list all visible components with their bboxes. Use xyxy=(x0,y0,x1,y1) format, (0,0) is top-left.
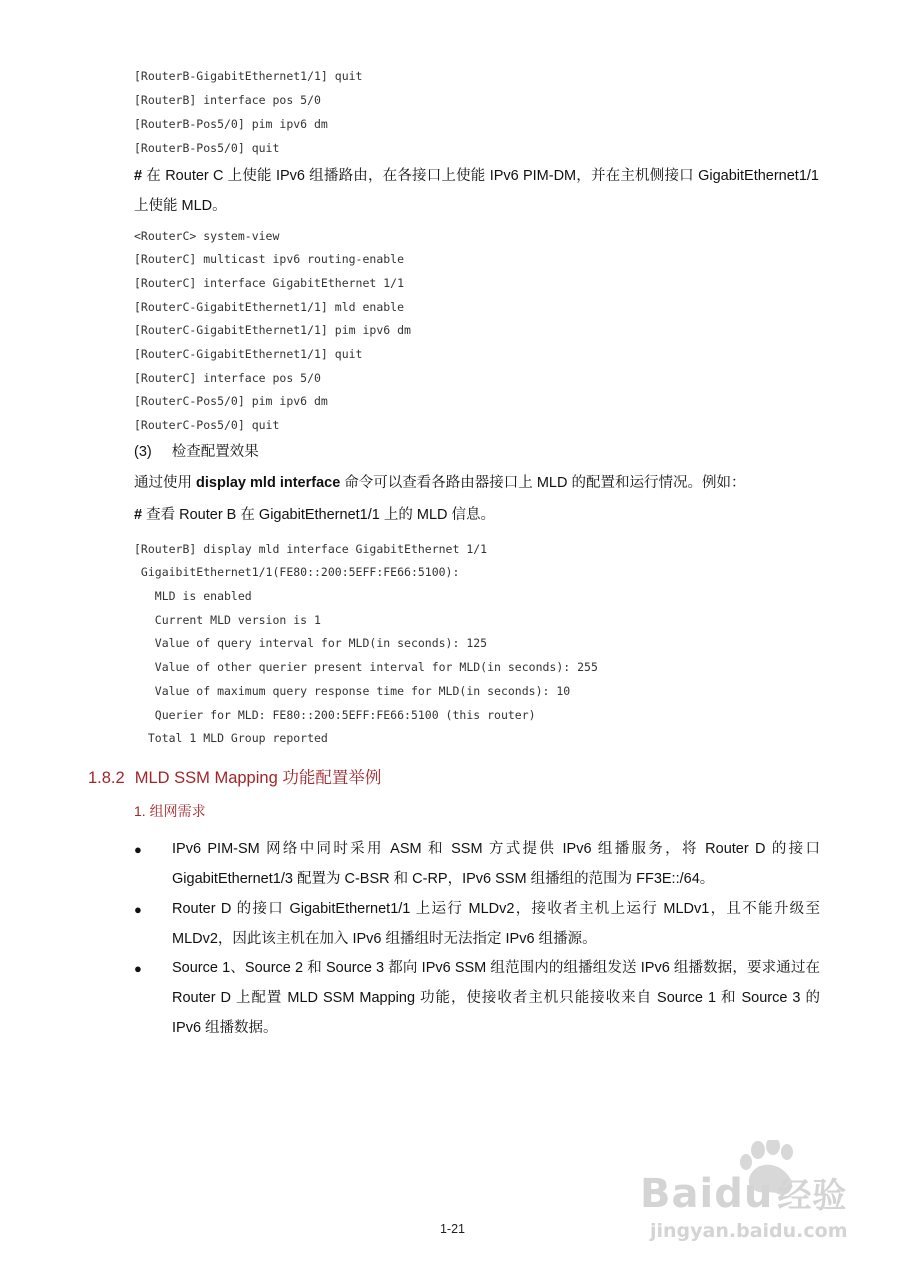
code-line: [RouterC-Pos5/0] quit xyxy=(134,418,280,432)
code-line: Value of query interval for MLD(in seconds): 125 xyxy=(134,636,488,650)
page-number: 1-21 xyxy=(439,1222,466,1236)
code-line: [RouterB-Pos5/0] pim ipv6 dm xyxy=(134,117,328,131)
code-line: [RouterB] interface pos 5/0 xyxy=(134,93,321,107)
router-c-paragraph xyxy=(134,161,819,221)
step-title: 检查配置效果 xyxy=(171,444,259,460)
paragraph-text: 命令可以查看各路由器接口上 MLD 的配置和运行情况。例如： xyxy=(340,475,746,491)
code-line: [RouterC-GigabitEthernet1/1] quit xyxy=(134,347,363,361)
code-line: [RouterC-Pos5/0] pim ipv6 dm xyxy=(134,394,328,408)
bullet-item: Source 1、Source 2 和 Source 3 都向 IPv6 SSM 组范围内的组播组发送 IPv6 组播数据，要求通过在 Router D 上配置 MLD SSM Mapping 功能，使接收者主机只能接收来自 Source 1 和 Source 3 的 IPv6 组播数据。 xyxy=(172,960,820,1036)
watermark-cn: 经验 xyxy=(777,1176,848,1216)
command-name: display mld interface xyxy=(196,475,341,491)
bullet-item: IPv6 PIM-SM 网络中同时采用 ASM 和 SSM 方式提供 IPv6 组播服务，将 Router D 的接口 GigabitEthernet1/3 配置为 C-BSR 和 C-RP，IPv6 SSM 组播组的范围为 FF3E::/64。 xyxy=(172,841,820,887)
code-line: Current MLD version is 1 xyxy=(134,613,321,627)
code-line: [RouterC] interface GigabitEthernet 1/1 xyxy=(134,276,405,290)
watermark-url: jingyan.baidu.com xyxy=(650,1220,848,1242)
code-line: [RouterC-GigabitEthernet1/1] pim ipv6 dm xyxy=(134,323,411,337)
paragraph-text: 通过使用 xyxy=(134,475,197,491)
code-line: Value of maximum query response time for MLD(in seconds): 10 xyxy=(134,684,571,698)
view-router-b-paragraph xyxy=(134,500,819,530)
code-line: [RouterC] multicast ipv6 routing-enable xyxy=(134,252,405,266)
watermark-brand: Baidu xyxy=(640,1171,774,1217)
code-line: Querier for MLD: FE80::200:5EFF:FE66:5100 (this router) xyxy=(134,708,536,722)
code-line: Total 1 MLD Group reported xyxy=(134,731,328,745)
hash-mark: # xyxy=(134,168,143,184)
paragraph-text: 查看 Router B 在 GigabitEthernet1/1 上的 MLD 信息。 xyxy=(142,507,496,523)
bullet-icon: ● xyxy=(134,902,142,917)
code-line: [RouterB-Pos5/0] quit xyxy=(134,141,280,155)
code-line: [RouterC-GigabitEthernet1/1] mld enable xyxy=(134,300,405,314)
section-title: MLD SSM Mapping 功能配置举例 xyxy=(134,769,382,787)
section-heading xyxy=(88,764,381,788)
code-line: GigaibitEthernet1/1(FE80::200:5EFF:FE66:5100): xyxy=(134,565,460,579)
bullet-item: Router D 的接口 GigabitEthernet1/1 上运行 MLDv2，接收者主机上运行 MLDv1，且不能升级至 MLDv2，因此该主机在加入 IPv6 组播组时无法指定 IPv6 组播源。 xyxy=(172,901,820,947)
subsection-heading: 1. 组网需求 xyxy=(134,803,206,819)
code-line: MLD is enabled xyxy=(134,589,252,603)
step-number: (3) xyxy=(134,444,152,460)
step-3 xyxy=(134,437,819,467)
code-line: [RouterB-GigabitEthernet1/1] quit xyxy=(134,69,363,83)
bullet-icon: ● xyxy=(134,961,142,976)
code-line: [RouterB] display mld interface GigabitEthernet 1/1 xyxy=(134,542,488,556)
code-line: Value of other querier present interval for MLD(in seconds): 255 xyxy=(134,660,598,674)
code-line: <RouterC> system-view xyxy=(134,229,280,243)
display-command-paragraph xyxy=(134,468,819,498)
bullet-icon: ● xyxy=(134,842,142,857)
section-number: 1.8.2 xyxy=(88,769,125,787)
paragraph-text: 在 Router C 上使能 IPv6 组播路由，在各接口上使能 IPv6 PIM-DM，并在主机侧接口 GigabitEthernet1/1 上使能 MLD。 xyxy=(134,168,819,214)
hash-mark: # xyxy=(134,507,143,523)
code-line: [RouterC] interface pos 5/0 xyxy=(134,371,321,385)
